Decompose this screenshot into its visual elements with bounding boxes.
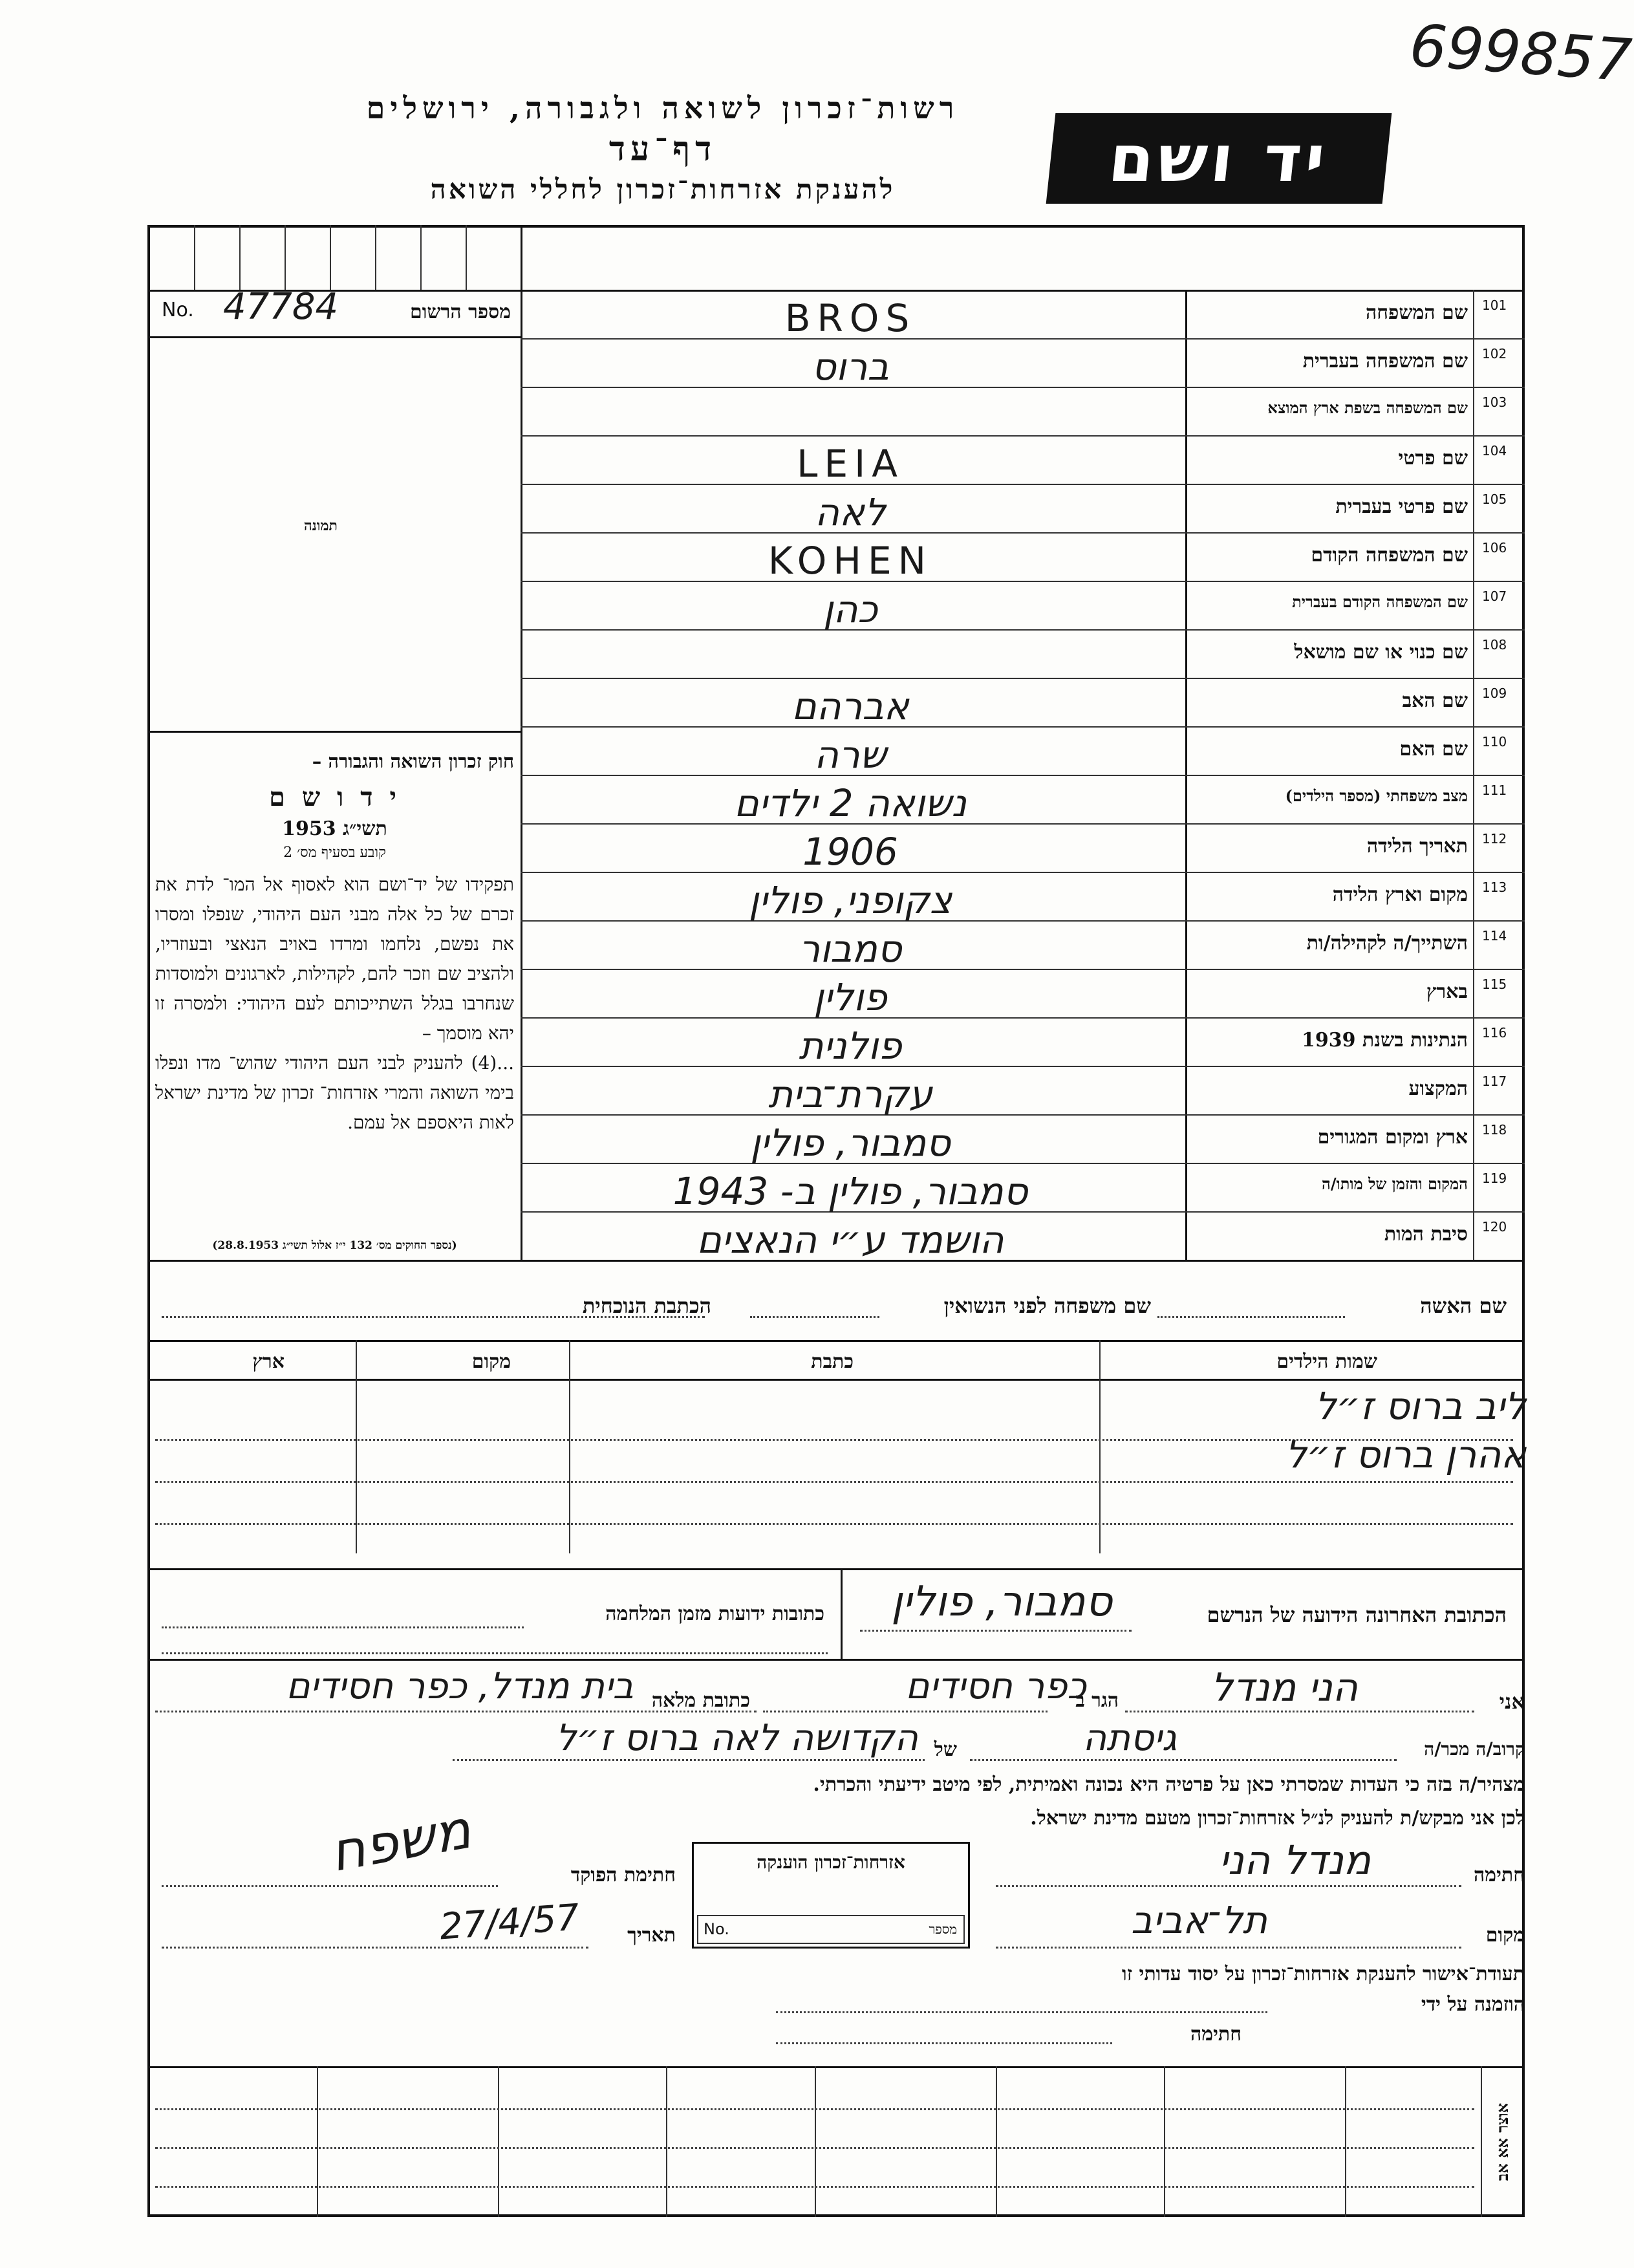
date-label: תאריך [627,1924,676,1947]
field-number: 102 [1482,346,1507,362]
last-address-label: הכתובת האחרונה הידועה של הנרשם [1207,1603,1507,1627]
maiden-name-label: שם משפחה לפני הנשואין [943,1293,1151,1318]
law-body-2: ...(4) להעניק לבני העם היהודי שהוש־ מדו ונפלו בימי השואה והמרי אזרחות־ זכרון של מדינת ישראל לאות היאספם אל עמם. [155,1052,514,1133]
law-box [155,750,514,1138]
field-number: 103 [1482,394,1507,410]
field-label: בארץ [1426,980,1468,1003]
certification-box-title: אזרחות־זכרון הוענקה [757,1852,905,1873]
witness-relation-label: קרוב/ה מכר/ה [1424,1738,1525,1760]
field-label: סיבת המות [1384,1223,1468,1246]
bottom-row-3 [155,2186,1474,2188]
last-address-bottom [147,1659,1525,1661]
field-value: שרה [814,733,887,777]
witness-of-label: של [934,1738,957,1761]
field-label: שם המשפחה בשפת ארץ המוצא [1267,398,1468,417]
field-value: עקרת־בית [768,1072,932,1116]
bottom-row-1 [155,2108,1474,2110]
certification-box-inner [697,1915,965,1944]
bottom-side-label: אוצר אא אב [1493,2102,1512,2181]
witness-lives-label: הגר ב [1075,1689,1119,1712]
witness-place-line [996,1947,1461,1949]
field-number: 116 [1482,1025,1507,1041]
field-number: 120 [1482,1219,1507,1235]
law-title: חוק זכרון השואה והגבורה – [312,750,514,772]
certification-box-no: No. [704,1920,729,1938]
wartime-address-label: כתובות ידועות מזמן המלחמה [605,1603,824,1625]
field-number: 119 [1482,1171,1507,1186]
witness-place-label: מקום [1485,1924,1525,1947]
children-top [147,1340,1525,1342]
witness-request: לכן אני מבקש/ת להעניק לנ״ל אזרחות־זכרון מטעם מדינת ישראל. [1030,1807,1525,1830]
field-value: סמבור [799,927,902,971]
bottom-col-6 [1164,2066,1165,2217]
law-name: י ד ו ש ם [269,782,400,812]
witness-ani-label: אני [1499,1689,1525,1714]
field-number: 115 [1482,977,1507,992]
bottom-col-2 [498,2066,499,2217]
field-number: 109 [1482,686,1507,701]
children-header-bottom [147,1379,1525,1381]
field-label: שם כנוי או שם מושאל [1294,641,1468,664]
field-label: שם האם [1399,738,1468,761]
field-row-line [521,435,1525,437]
wife-line [1157,1316,1345,1318]
top-box-1 [194,225,195,290]
wife-label: שם האשה [1420,1293,1507,1318]
field-label: שם המשפחה הקודם [1311,544,1468,567]
field-label: שם המשפחה [1365,301,1468,324]
field-value: 1906 [802,830,898,874]
registration-label: מספר הרשום [410,301,511,323]
fields-bottom [147,1260,1525,1262]
children-col-1 [356,1340,357,1553]
bottom-row-2 [155,2147,1474,2149]
field-number: 118 [1482,1122,1507,1138]
last-address-value: סמבור, פולין [891,1578,1112,1626]
children-col-3 [1099,1340,1101,1553]
field-number: 101 [1482,297,1507,313]
bottom-side-text [1481,2066,1525,2217]
field-value: פולין [813,975,887,1019]
field-label: שם המשפחה הקודם בעברית [1292,592,1468,611]
child-name-2: אהרן ברוס ז״ל [1285,1432,1526,1476]
date-line [162,1947,588,1949]
field-number: 110 [1482,734,1507,750]
current-address-label: הכתבת הנוכחית [582,1293,711,1318]
top-box-6 [420,225,422,290]
registration-number-value: 47784 [223,286,339,328]
top-strip-divider [521,225,522,1260]
stamp-number: 699857 [1407,12,1634,95]
witness-signature-value: מנדל הני [1219,1837,1371,1884]
photo-bottom [147,731,521,733]
field-value: BROS [784,296,916,340]
field-number: 113 [1482,880,1507,895]
officer-signature-label: חתימת הפוקד [570,1864,676,1886]
field-label: המקום והזמן של מותו/ה [1322,1174,1468,1193]
registration-no: No. [162,299,194,321]
children-header-names: שמות הילדים [1276,1350,1377,1373]
field-row-line [521,678,1525,679]
field-value: סמבור, פולין ב- 1943 [672,1169,1028,1213]
field-number: 106 [1482,540,1507,556]
witness-of-value: הקדושה לאה ברוס ז״ל [555,1717,918,1759]
date-value: 27/4/57 [438,1896,581,1949]
yad-vashem-logo [1046,113,1392,204]
field-number: 111 [1482,783,1507,798]
law-clause: קובע בסעיף מס׳ 2 [283,845,386,861]
witness-full-address-label: כתובת מלאה [651,1689,750,1712]
field-number: 108 [1482,637,1507,653]
witness-relation-line [970,1759,1397,1761]
logo-text: יד ושם [1105,120,1333,197]
field-label: שם פרטי בעברית [1335,495,1468,518]
officer-signature-value: משפח [325,1798,476,1885]
field-label: הנתינות בשנת 1939 [1301,1029,1468,1052]
top-box-4 [330,225,331,290]
law-body: תפקידו של יד־ושם הוא לאסוף אל המו־ לדת את זכרם של כל אלה מבני העם היהודי, שנפלו ומסרו את נפשם, נלחמו ומרדו באויב הנאצי ובעוזריו, ולהציב שם וזכר להם, לקהילות, לארגונים ולמוסדות שנחרבו בגלל השתייכותם לעם היהודי: ולמסרה זו יהא מוסמך – [155,874,514,1044]
field-label: שם פרטי [1398,447,1468,470]
confirm-line-1: תעודת־אישור להענקת אזרחות־זכרון על יסוד עדותי זו [1122,1963,1525,1985]
field-number: 107 [1482,589,1507,604]
bottom-col-1 [317,2066,318,2217]
top-box-5 [375,225,376,290]
field-label: ארץ ומקום המגורים [1317,1126,1468,1149]
witness-lives-line [763,1711,1048,1712]
officer-signature-line [162,1885,498,1887]
field-value: כהן [822,587,878,631]
field-value: צקופני, פולין [748,878,952,922]
confirm-signature-line [776,2042,1112,2044]
children-header-place: מקום [471,1350,511,1373]
field-value: אברהם [791,684,909,728]
certification-box [692,1842,970,1949]
field-value: ברוס [812,345,889,389]
top-box-2 [239,225,241,290]
children-row-line-2 [155,1481,1513,1483]
child-name-1: ליב ברוס ז״ל [1315,1384,1526,1428]
witness-relation-value: גיסתה [1082,1717,1177,1759]
form-title: דף־עד [608,129,717,169]
children-row-line-3 [155,1523,1513,1525]
field-value: KOHEN [768,539,933,583]
children-header-address: כתבת [811,1350,854,1373]
witness-full-address-value: בית מנדל, כפר חסידים [286,1665,634,1707]
wartime-address-line-2 [162,1652,828,1654]
field-value: פולנית [799,1024,902,1068]
confirm-line-2: הוזמנה על ידי [1421,1993,1525,2016]
certification-box-number-label: מספר [929,1921,957,1937]
registration-row-bottom [147,336,521,338]
top-box-3 [285,225,286,290]
confirm-signature-label: חתימה [1190,2023,1242,2046]
field-value: סמבור, פולין [750,1121,951,1165]
children-header-country: ארץ [252,1350,285,1373]
top-strip-bottom [147,290,1525,292]
confirm-by-line [776,2011,1267,2013]
field-label: שם האב [1402,689,1468,712]
institution-name: רשות־זכרון לשואה ולגבורה, ירושלים [366,91,960,125]
law-footnote: (נספר החוקים מס׳ 132 י״ז אלול תשי״ג 28.8.1953) [212,1239,457,1252]
children-bottom [147,1568,1525,1570]
wartime-address-line-1 [162,1626,524,1628]
field-number: 117 [1482,1074,1507,1089]
field-label: מצב משפחתי (מספר הילדים) [1285,786,1468,805]
witness-declaration: מצהיר/ה בזה כי העדות שמסרתי כאן על פרטיה היא נכונה ואמיתית, לפי מיטב ידיעתי והכרתי. [813,1773,1525,1796]
witness-signature-label: חתימה [1474,1864,1525,1886]
field-label: שם המשפחה בעברית [1302,350,1468,373]
field-number: 114 [1482,928,1507,944]
field-label: המקצוע [1408,1077,1468,1100]
children-col-2 [569,1340,570,1553]
last-address-divider [841,1568,843,1659]
witness-of-line [453,1759,925,1761]
field-number: 112 [1482,831,1507,847]
photo-label: תמונה [304,517,338,534]
field-value: הושמד ע״י הנאצים [696,1218,1004,1262]
bottom-col-5 [996,2066,997,2217]
field-value: לאה [815,490,886,534]
witness-full-address-line [155,1711,757,1712]
witness-signature-line [996,1885,1461,1887]
maiden-line [750,1316,879,1318]
field-label: תאריך הלידה [1366,835,1468,858]
bottom-col-4 [815,2066,816,2217]
bottom-col-3 [666,2066,667,2217]
bottom-strip-top [147,2066,1525,2068]
law-year: תשי״ג 1953 [282,817,387,840]
form-subtitle: להענקת אזרחות־זכרון לחללי השואה [430,173,896,205]
top-box-7 [466,225,467,290]
witness-place-value: תל־אביב [1131,1898,1267,1942]
witness-lives-value: כפר חסידים [905,1665,1086,1707]
field-number: 104 [1482,443,1507,459]
field-value: נשואה 2 ילדים [734,781,967,825]
field-label: השתייך/ה לקהילה/ות [1306,932,1468,955]
witness-name-line [1125,1711,1474,1712]
field-value: LEIA [797,442,904,486]
last-address-line [860,1630,1132,1632]
witness-name-value: הני מנדל [1210,1665,1358,1711]
field-number: 105 [1482,491,1507,507]
field-label: מקום וארץ הלידה [1332,883,1468,906]
bottom-col-7 [1345,2066,1346,2217]
current-address-line [162,1316,705,1318]
